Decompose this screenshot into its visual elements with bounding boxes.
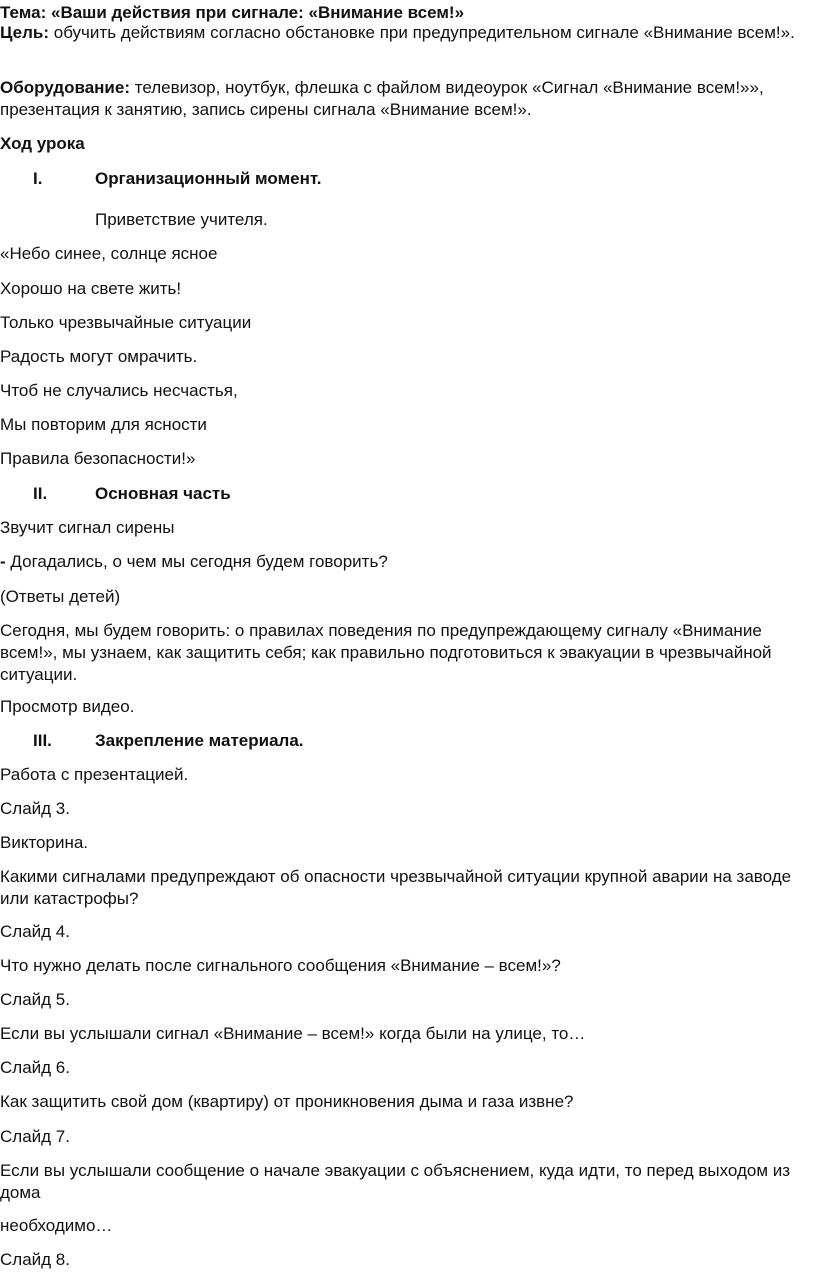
greeting-text: Приветствие учителя. xyxy=(95,210,268,229)
equipment-label: Оборудование: xyxy=(0,78,130,97)
quiz-question: Что нужно делать после сигнального сообщения «Внимание – всем!»? xyxy=(0,956,561,975)
goal-text: обучить действиям согласно обстановке при предупредительном сигнале «Внимание всем!». xyxy=(53,23,795,42)
dash-marker: - xyxy=(0,552,6,571)
poem-line: Чтоб не случались несчастья, xyxy=(0,381,238,400)
today-paragraph: Сегодня, мы будем говорить: о правилах поведения по предупреждающему сигналу «Внимание всем!», мы узнаем, как защитить себя; как правильно подготовиться к эвакуации в чрезвычайной ситуации. xyxy=(0,621,772,684)
slide-label: Слайд 6. xyxy=(0,1058,70,1077)
lesson-flow-heading: Ход урока xyxy=(0,134,85,153)
poem-line: Правила безопасности!» xyxy=(0,449,196,468)
slide-label: Слайд 4. xyxy=(0,922,70,941)
section-number: II. xyxy=(33,484,48,503)
poem-line: Радость могут омрачить. xyxy=(0,347,198,366)
siren-text: Звучит сигнал сирены xyxy=(0,518,175,537)
quiz-question-continued: необходимо… xyxy=(0,1216,113,1235)
section-title: Закрепление материала. xyxy=(95,731,304,750)
question-text: Догадались, о чем мы сегодня будем говорить? xyxy=(10,552,388,571)
poem-line: Только чрезвычайные ситуации xyxy=(0,313,252,332)
quiz-question: Какими сигналами предупреждают об опасности чрезвычайной ситуации крупной аварии на заводе или катастрофы? xyxy=(0,867,792,908)
answers-text: (Ответы детей) xyxy=(0,587,121,606)
topic-text: «Ваши действия при сигнале: «Внимание всем!» xyxy=(50,3,465,22)
quiz-question: Если вы услышали сигнал «Внимание – всем!» когда были на улице, то… xyxy=(0,1024,586,1043)
quiz-question: Как защитить свой дом (квартиру) от проникновения дыма и газа извне? xyxy=(0,1092,574,1111)
topic-line xyxy=(0,2,800,24)
poem-line: Мы повторим для ясности xyxy=(0,415,207,434)
quiz-question: Если вы услышали сообщение о начале эвакуации с объяснением, куда идти, то перед выходом из дома xyxy=(0,1161,791,1202)
goal-label: Цель: xyxy=(0,23,49,42)
section-title: Организационный момент. xyxy=(95,169,322,188)
goal-line xyxy=(0,22,800,44)
slide-label: Слайд 8. xyxy=(0,1250,70,1269)
slide-label: Слайд 3. xyxy=(0,799,70,818)
quiz-text: Викторина. xyxy=(0,833,89,852)
poem-line: Хорошо на свете жить! xyxy=(0,279,182,298)
slide-label: Слайд 7. xyxy=(0,1127,70,1146)
equipment-line xyxy=(0,77,800,121)
slide-label: Слайд 5. xyxy=(0,990,70,1009)
section-number: I. xyxy=(33,169,43,188)
equipment-text: телевизор, ноутбук, флешка с файлом видеоурок «Сигнал «Внимание всем!»», презентация к занятию, запись сирены сигнала «Внимание всем!». xyxy=(0,78,764,119)
question-line xyxy=(0,551,800,573)
section-number: III. xyxy=(33,731,52,750)
topic-label: Тема: xyxy=(0,3,47,22)
section-title: Основная часть xyxy=(95,484,231,503)
presentation-text: Работа с презентацией. xyxy=(0,765,189,784)
poem-line: «Небо синее, солнце ясное xyxy=(0,244,218,263)
video-text: Просмотр видео. xyxy=(0,697,135,716)
